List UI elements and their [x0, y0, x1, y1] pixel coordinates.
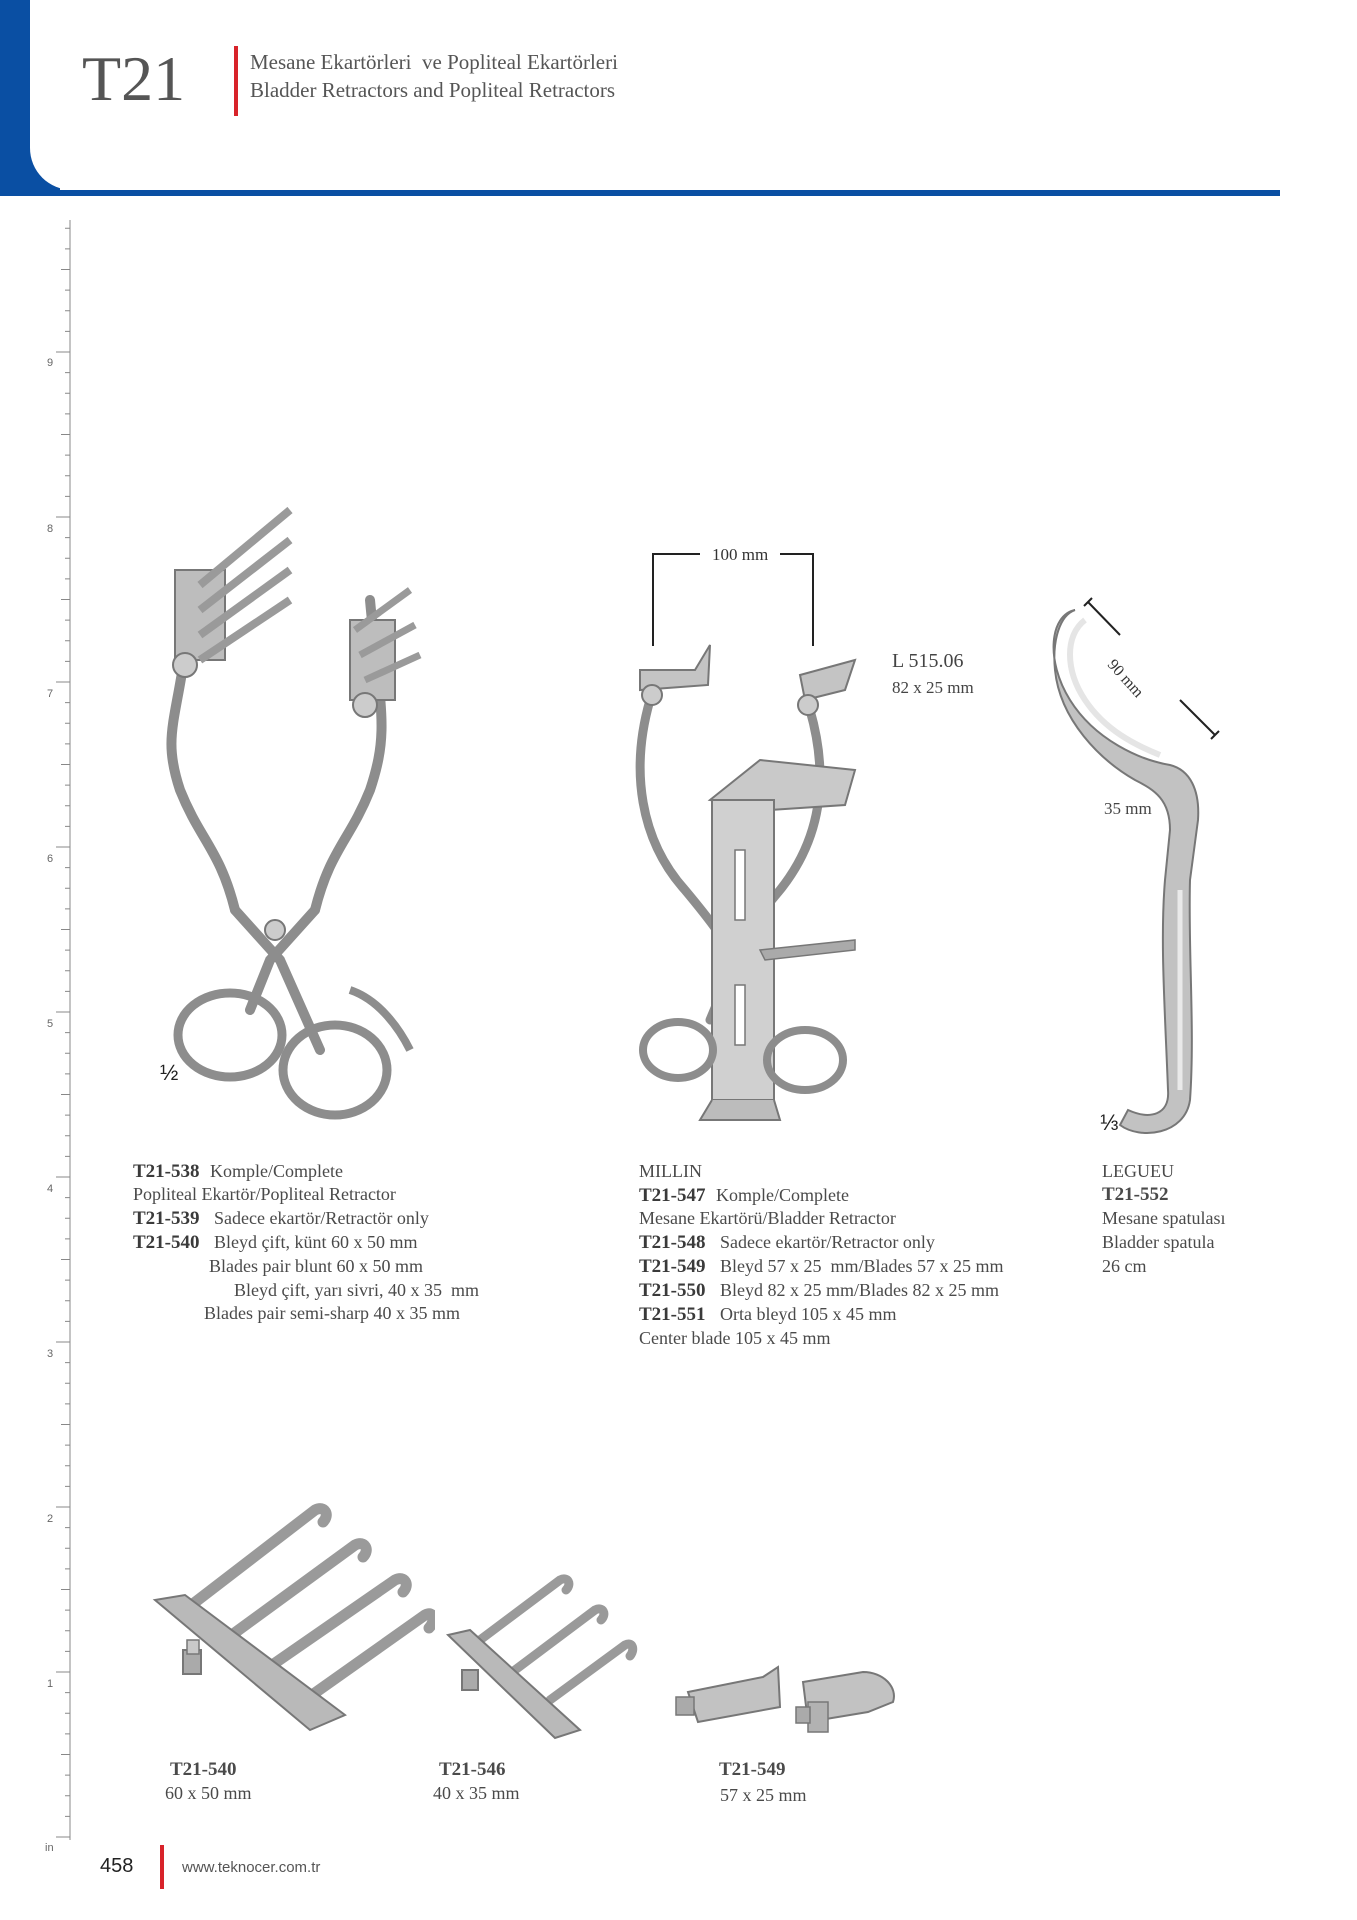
- p1-line-7: Blades pair semi-sharp 40 x 35 mm: [204, 1303, 460, 1323]
- p1-line-4: [133, 1231, 417, 1254]
- p2-line-7: [639, 1303, 896, 1326]
- ruler-label-3: 3: [47, 1348, 54, 1360]
- p1-text-1: Komple/Complete: [210, 1161, 343, 1181]
- title-english: Bladder Retractors and Popliteal Retractors: [250, 78, 616, 102]
- p2-code-547: T21-547: [639, 1185, 706, 1206]
- section-code: T21: [82, 43, 186, 114]
- p3-line-1: LEGUEU: [1102, 1161, 1174, 1181]
- p1-text-3: Sadece ekartör/Retractör only: [214, 1208, 429, 1228]
- ruler-label-9: 9: [47, 357, 54, 369]
- millin-blade-size: 82 x 25 mm: [892, 678, 974, 697]
- legueu-spatula-image: [1040, 590, 1240, 1150]
- millin-blade-code: L 515.06: [892, 650, 964, 672]
- ruler-label-5: 5: [47, 1018, 54, 1030]
- legueu-width-dimension: 35 mm: [1104, 799, 1152, 818]
- p2-text-2: Komple/Complete: [716, 1185, 849, 1205]
- p1-code-539: T21-539: [133, 1208, 200, 1229]
- bottom-code-549: T21-549: [719, 1759, 786, 1780]
- bottom-size-540: 60 x 50 mm: [165, 1783, 252, 1803]
- header-red-divider: [234, 46, 238, 116]
- ruler-label-1: 1: [47, 1678, 54, 1690]
- p2-line-6: [639, 1279, 999, 1302]
- p2-text-4: Sadece ekartör/Retractor only: [720, 1232, 935, 1252]
- p1-line-5: Blades pair blunt 60 x 50 mm: [209, 1256, 423, 1276]
- header-card: [30, 0, 1280, 190]
- footer-red-divider: [160, 1845, 164, 1889]
- blade-57x25-image: [668, 1662, 908, 1752]
- p1-line-3: [133, 1207, 429, 1230]
- p1-scale: ½: [160, 1060, 179, 1085]
- p2-line-4: [639, 1231, 935, 1254]
- p1-text-4: Bleyd çift, künt 60 x 50 mm: [214, 1232, 418, 1252]
- p3-code-552: T21-552: [1102, 1184, 1169, 1205]
- millin-width-dimension: 100 mm: [712, 545, 769, 564]
- p3-scale: ⅓: [1100, 1110, 1119, 1135]
- ruler-label-7: 7: [47, 688, 54, 700]
- ruler-label-4: 4: [47, 1183, 54, 1195]
- bottom-code-546: T21-546: [439, 1759, 506, 1780]
- p2-text-7: Orta bleyd 105 x 45 mm: [720, 1304, 897, 1324]
- p2-code-548: T21-548: [639, 1232, 706, 1253]
- p2-code-549: T21-549: [639, 1256, 706, 1277]
- p2-line-8: Center blade 105 x 45 mm: [639, 1328, 831, 1348]
- ruler-label-6: 6: [47, 853, 54, 865]
- p2-line-5: [639, 1255, 1004, 1278]
- ruler-unit: in: [45, 1842, 54, 1854]
- p1-code-540: T21-540: [133, 1232, 200, 1253]
- p2-code-551: T21-551: [639, 1304, 706, 1325]
- header-blue-line: [0, 190, 1280, 196]
- title-turkish: Mesane Ekartörleri ve Popliteal Ekartörleri: [250, 50, 618, 74]
- p2-code-550: T21-550: [639, 1280, 706, 1301]
- ruler-label-2: 2: [47, 1513, 54, 1525]
- p1-line-6: Bleyd çift, yarı sivri, 40 x 35 mm: [234, 1280, 479, 1300]
- p1-code-538: T21-538: [133, 1161, 200, 1182]
- blade-60x50-image: [145, 1490, 435, 1750]
- blade-40x35-image: [440, 1570, 640, 1740]
- p1-line-1: [133, 1160, 343, 1183]
- bottom-size-549: 57 x 25 mm: [720, 1785, 807, 1805]
- ruler-label-8: 8: [47, 523, 54, 535]
- p2-text-6: Bleyd 82 x 25 mm/Blades 82 x 25 mm: [720, 1280, 999, 1300]
- p3-line-4: Bladder spatula: [1102, 1232, 1215, 1252]
- p3-line-5: 26 cm: [1102, 1256, 1147, 1276]
- p1-line-2: Popliteal Ekartör/Popliteal Retractor: [133, 1184, 396, 1204]
- p2-text-5: Bleyd 57 x 25 mm/Blades 57 x 25 mm: [720, 1256, 1004, 1276]
- popliteal-retractor-image: [140, 490, 460, 1130]
- p2-line-1: MILLIN: [639, 1161, 702, 1181]
- p2-line-2: [639, 1184, 849, 1207]
- bottom-code-540: T21-540: [170, 1759, 237, 1780]
- page-number: 458: [100, 1855, 134, 1877]
- millin-retractor-image: [630, 640, 870, 1130]
- p2-line-3: Mesane Ekartörü/Bladder Retractor: [639, 1208, 896, 1228]
- p3-line-3: Mesane spatulası: [1102, 1208, 1226, 1228]
- bottom-size-546: 40 x 35 mm: [433, 1783, 520, 1803]
- inch-ruler: [40, 220, 80, 1840]
- footer-url[interactable]: www.teknocer.com.tr: [182, 1859, 321, 1876]
- legueu-length-dimension: 90 mm: [1103, 656, 1147, 702]
